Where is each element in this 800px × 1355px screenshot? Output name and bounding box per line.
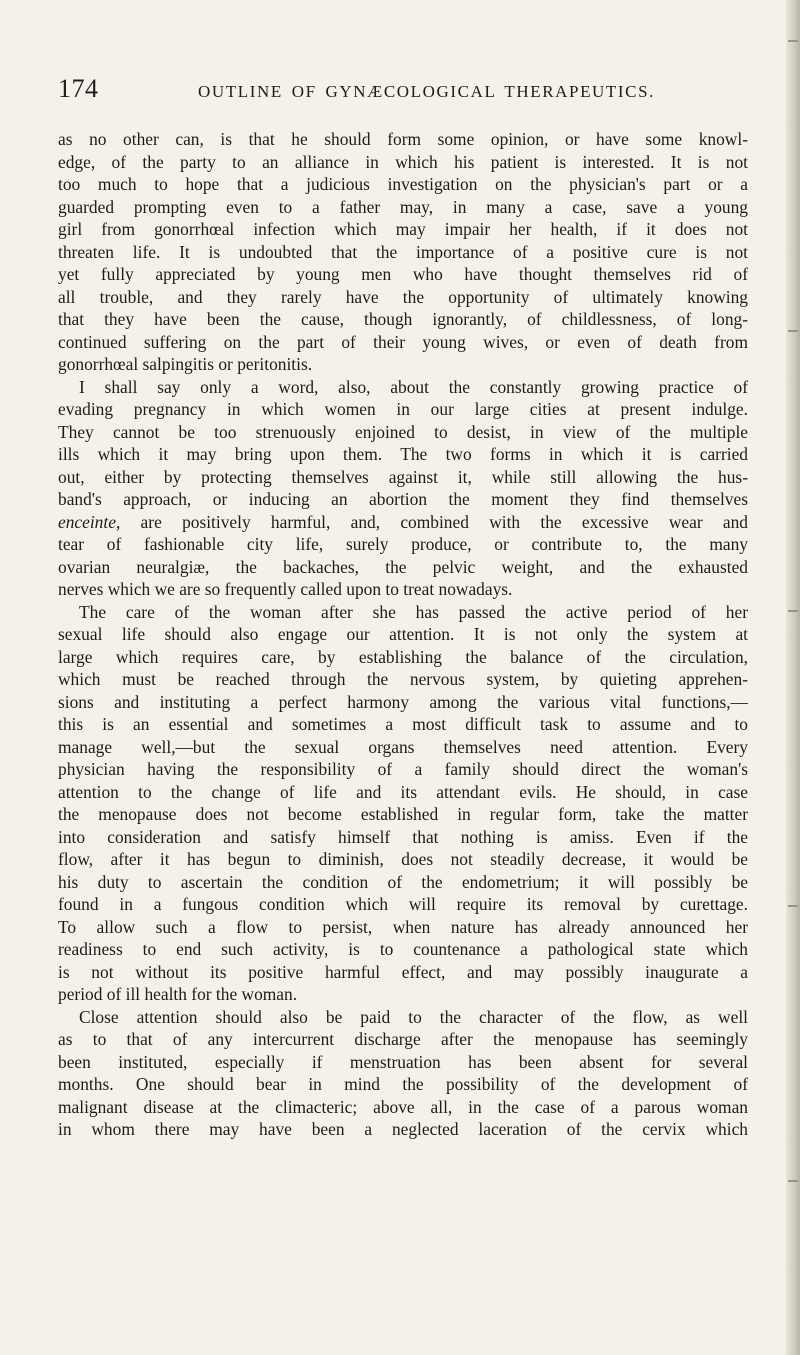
text-line: which must be reached through the nervous system, by quieting apprehen-: [58, 669, 748, 689]
text-line: malignant disease at the climacteric; above all, in the case of a parous woman: [58, 1096, 748, 1117]
text-line: readiness to end such activity, is to countenance a pathological state which: [58, 939, 748, 959]
text-line: band's approach, or inducing an abortion the moment they find themselves: [58, 489, 748, 509]
text-line: been instituted, especially if menstruation has been absent for several: [58, 1051, 748, 1072]
page-header: [58, 74, 748, 104]
text-line: edge, of the party to an alliance in which his patient is interested. It is not: [58, 151, 748, 172]
text-line: this is an essential and sometimes a most difficult task to assume and to: [58, 714, 748, 734]
running-title: OUTLINE OF GYNÆCOLOGICAL THERAPEUTICS.: [198, 82, 656, 101]
text-line: found in a fungous condition which will require its removal by curettage.: [58, 894, 748, 914]
text-line: all trouble, and they rarely have the opportunity of ultimately knowing: [58, 286, 748, 307]
text-line: sexual life should also engage our attention. It is not only the system at: [58, 624, 748, 644]
text-line: his duty to ascertain the condition of the endometrium; it will possibly be: [58, 871, 748, 892]
text-line: ovarian neuralgiæ, the backaches, the pelvic weight, and the exhausted: [58, 556, 748, 577]
italic-word: enceinte: [58, 511, 116, 532]
text-line: into consideration and satisfy himself that nothing is amiss. Even if the: [58, 826, 748, 847]
text-line: continued suffering on the part of their young wives, or even of death from: [58, 331, 748, 352]
text-line: sions and instituting a perfect harmony among the various vital functions,—: [58, 691, 748, 712]
edge-mark: [788, 40, 798, 42]
text-line: tear of fashionable city life, surely produce, or contribute to, the many: [58, 534, 748, 554]
edge-mark: [788, 1180, 798, 1182]
paragraph-start-line: The care of the woman after she has passed the active period of her: [79, 601, 748, 622]
text-line: in whom there may have been a neglected laceration of the cervix which: [58, 1119, 748, 1139]
edge-mark: [788, 330, 798, 332]
page-edge-shadow: [786, 0, 800, 1355]
text-line: nerves which we are so frequently called upon to treat nowadays.: [58, 579, 513, 599]
paragraph-start-line: I shall say only a word, also, about the constantly growing practice of: [79, 376, 748, 397]
text-line: To allow such a flow to persist, when nature has already announced her: [58, 916, 748, 937]
text-line: manage well,—but the sexual organs themselves need attention. Every: [58, 736, 748, 757]
edge-mark: [788, 905, 798, 907]
text-line: flow, after it has begun to diminish, does not steadily decrease, it would be: [58, 849, 748, 869]
text-line: yet fully appreciated by young men who have thought themselves rid of: [58, 264, 748, 284]
text-line: girl from gonorrhœal infection which may impair her health, if it does not: [58, 219, 748, 239]
line-remainder: , are positively harmful, and, combined with the excessive wear and: [115, 511, 748, 532]
text-line: too much to hope that a judicious investigation on the physician's part or a: [58, 174, 748, 194]
text-line: physician having the responsibility of a family should direct the woman's: [58, 759, 748, 779]
text-line: is not without its positive harmful effect, and may possibly inaugurate a: [58, 961, 748, 982]
text-line: large which requires care, by establishing the balance of the circulation,: [58, 646, 748, 667]
text-line: ills which it may bring upon them. The two forms in which it is carried: [58, 444, 748, 464]
text-line: as no other can, is that he should form some opinion, or have some knowl-: [58, 129, 748, 149]
text-line: as to that of any intercurrent discharge after the menopause has seemingly: [58, 1029, 748, 1049]
text-line: threaten life. It is undoubted that the importance of a positive cure is not: [58, 241, 748, 262]
text-line: evading pregnancy in which women in our large cities at present indulge.: [58, 399, 748, 419]
text-line: months. One should bear in mind the possibility of the development of: [58, 1074, 748, 1094]
text-line: gonorrhœal salpingitis or peritonitis.: [58, 354, 313, 374]
page-number: 174: [58, 74, 99, 103]
paragraph-start-line: Close attention should also be paid to the character of the flow, as well: [79, 1006, 748, 1027]
text-line: They cannot be too strenuously enjoined to desist, in view of the multiple: [58, 421, 748, 442]
text-line: attention to the change of life and its attendant evils. He should, in case: [58, 781, 748, 802]
text-line: the menopause does not become established in regular form, take the matter: [58, 804, 748, 824]
text-line: that they have been the cause, though ignorantly, of childlessness, of long-: [58, 309, 748, 329]
edge-mark: [788, 610, 798, 612]
text-line: guarded prompting even to a father may, in many a case, save a young: [58, 196, 748, 217]
text-line: period of ill health for the woman.: [58, 984, 298, 1004]
text-line-with-italic: [58, 511, 748, 534]
text-line: out, either by protecting themselves against it, while still allowing the hus-: [58, 466, 748, 487]
body-text: [58, 128, 748, 1141]
